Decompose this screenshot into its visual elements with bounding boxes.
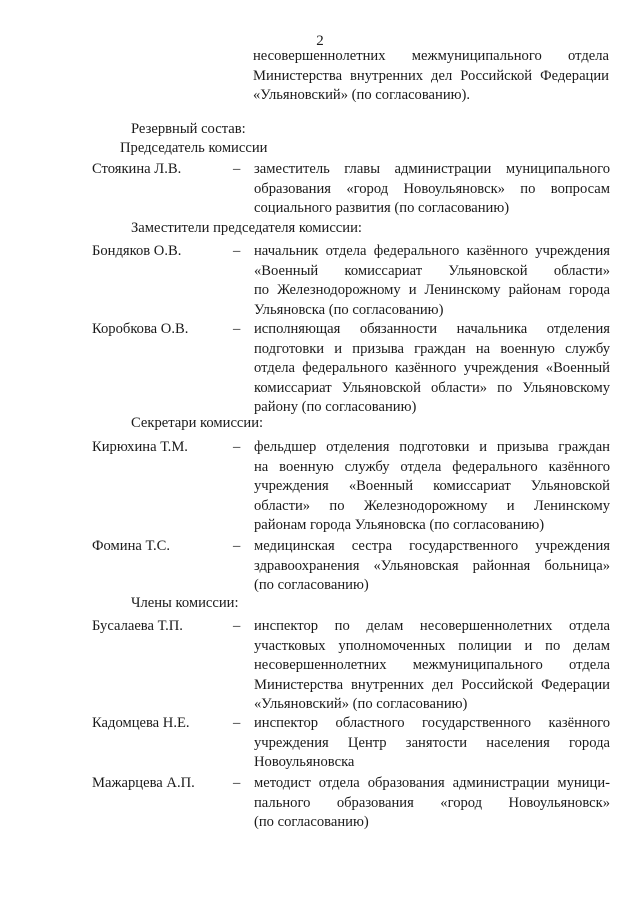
description-line: инспектор областного государственного казённого [254,715,610,731]
dash: – [233,538,241,554]
dash: – [233,243,241,259]
description-line: образования «город Новоульяновск» по вопросам [254,180,610,197]
dash: – [233,321,241,337]
dash: – [233,775,241,791]
description-line: фельдшер отделения подготовки и призыва граждан [254,439,610,455]
description-line: инспектор по делам несовершеннолетних отдела [254,618,610,634]
intro-line: Министерства внутренних дел Российской Федерации [253,67,609,84]
description-line: заместитель главы администрации муниципального [254,161,610,177]
description-line: Новоульяновска [254,754,355,770]
description-line: социального развития (по согласованию) [254,200,510,216]
intro-continuation [253,47,609,106]
person-name: Стоякина Л.В. [92,161,182,177]
description-line: учреждения «Военный комиссариат Ульяновской [254,478,610,494]
position-description [254,617,610,715]
person-name: Кадомцева Н.Е. [92,715,190,731]
person-name: Коробкова О.В. [92,321,189,337]
person-name: Бусалаева Т.П. [92,618,183,634]
description-line: (по согласованию) [254,577,369,593]
dash: – [233,618,241,634]
heading-secretaries: Секретари комиссии: [131,415,264,431]
dash: – [233,439,241,455]
heading-chair: Председатель комиссии [120,140,268,156]
description-line: медицинская сестра государственного учреждения [254,538,610,554]
heading-members: Члены комиссии: [131,595,239,611]
heading-reserve: Резервный состав: [131,121,246,137]
description-line: отдела федерального казённого учреждения «Военный [254,360,610,376]
description-line: Министерства внутренних дел Российской Федерации [254,676,610,693]
position-description [254,320,610,418]
intro-line: «Ульяновский» (по согласованию). [253,87,471,103]
dash: – [233,161,241,177]
description-line: комиссариат Ульяновской области» по Ульяновскому [254,379,610,396]
description-line: методист отдела образования администрации муници- [254,775,610,791]
description-line: учреждения Центр занятости населения города [254,734,610,751]
person-name: Кирюхина Т.М. [92,439,188,455]
intro-line: несовершеннолетних межмуниципального отдела [253,48,609,64]
person-name: Бондяков О.В. [92,243,182,259]
position-description [254,774,610,833]
description-line: пального образования «город Новоульяновск» [254,794,610,811]
person-name: Мажарцева А.П. [92,775,195,791]
description-line: районам города Ульяновска (по согласованию) [254,517,545,533]
description-line: подготовки и призыва граждан на военную службу [254,340,610,357]
description-line: исполняющая обязанности начальника отделения [254,321,610,337]
description-line: району (по согласованию) [254,399,417,415]
description-line: здравоохранения «Ульяновская районная больница» [254,557,610,574]
position-description [254,242,610,320]
position-description [254,438,610,536]
description-line: по Железнодорожному и Ленинскому районам города [254,282,610,298]
description-line: «Ульяновский» (по согласованию) [254,696,468,712]
description-line: начальник отдела федерального казённого учреждения [254,243,610,259]
dash: – [233,715,241,731]
position-description [254,714,610,773]
description-line: несовершеннолетних межмуниципального отдела [254,657,610,673]
person-name: Фомина Т.С. [92,538,171,554]
position-description [254,160,610,219]
heading-deputies: Заместители председателя комиссии: [131,220,362,236]
description-line: участковых уполномоченных полиции и по делам [254,637,610,654]
description-line: на военную службу отдела федерального казённого [254,458,610,475]
description-line: (по согласованию) [254,814,369,830]
description-line: Ульяновска (по согласованию) [254,301,444,318]
description-line: области» по Железнодорожному и Ленинскому [254,497,610,514]
page-number: 2 [316,33,324,49]
position-description [254,537,610,596]
description-line: «Военный комиссариат Ульяновской области» [254,262,610,279]
